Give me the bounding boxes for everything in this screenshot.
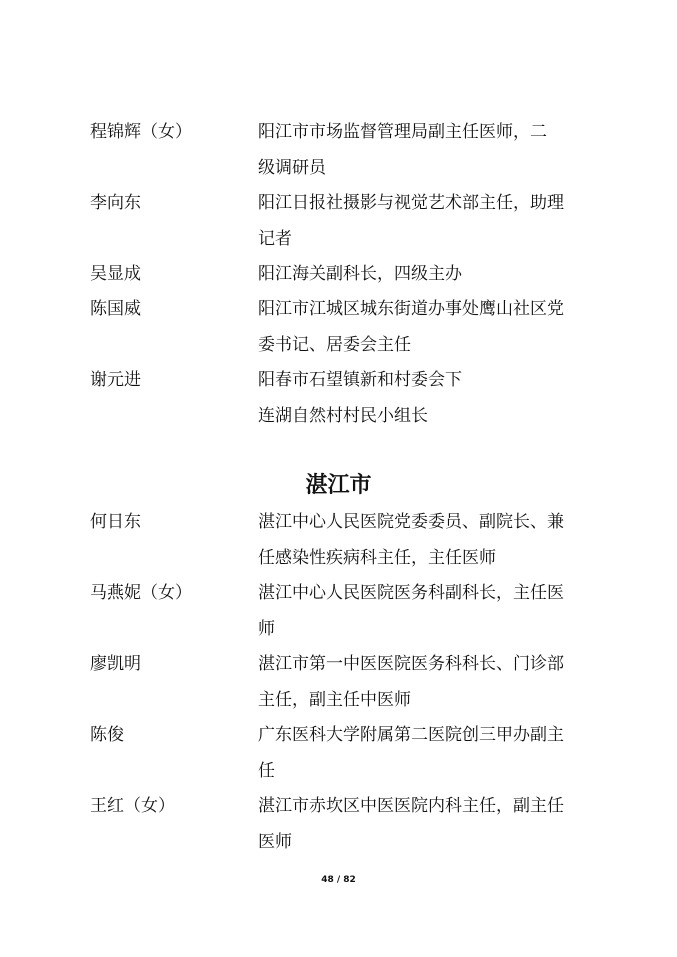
person-name: 陈俊 (90, 725, 124, 745)
role-line: 医师 (258, 832, 292, 852)
role-line: 记者 (258, 229, 292, 249)
person-name: 陈国威 (90, 299, 141, 319)
person-name: 李向东 (90, 193, 141, 213)
role-line: 阳江海关副科长，四级主办 (258, 264, 462, 284)
role-line: 级调研员 (258, 158, 326, 178)
person-role (258, 788, 598, 860)
role-line: 阳江市江城区城东街道办事处鹰山社区党 (258, 299, 564, 319)
role-line: 湛江市赤坎区中医医院内科主任，副主任 (258, 796, 564, 816)
person-role (258, 256, 598, 292)
person-role (258, 114, 598, 186)
role-line: 委书记、居委会主任 (258, 335, 411, 355)
person-name: 程锦辉（女） (90, 122, 192, 142)
person-role (258, 362, 598, 434)
person-name: 吴显成 (90, 264, 141, 284)
role-line: 阳春市石望镇新和村委会下 (258, 370, 462, 390)
section-heading: 湛江市 (305, 473, 372, 498)
person-role (258, 717, 598, 789)
person-role (258, 575, 598, 647)
person-role (258, 646, 598, 718)
role-line: 阳江日报社摄影与视觉艺术部主任，助理 (258, 193, 564, 213)
person-name: 何日东 (90, 512, 141, 532)
role-line: 阳江市市场监督管理局副主任医师，二 (258, 122, 547, 142)
person-role (258, 504, 598, 576)
role-line: 湛江市第一中医医院医务科科长、门诊部 (258, 654, 564, 674)
role-line: 任感染性疾病科主任，主任医师 (258, 548, 496, 568)
role-line: 湛江中心人民医院医务科副科长，主任医 (258, 583, 564, 603)
role-line: 连湖自然村村民小组长 (258, 406, 428, 426)
person-name: 廖凯明 (90, 654, 141, 674)
page-number: 48 / 82 (321, 875, 356, 885)
person-name: 王红（女） (90, 796, 175, 816)
role-line: 主任，副主任中医师 (258, 690, 411, 710)
role-line: 湛江中心人民医院党委委员、副院长、兼 (258, 512, 564, 532)
role-line: 师 (258, 619, 275, 639)
person-name: 谢元进 (90, 370, 141, 390)
person-role (258, 185, 598, 257)
person-name: 马燕妮（女） (90, 583, 192, 603)
person-role (258, 291, 598, 363)
role-line: 任 (258, 761, 275, 781)
role-line: 广东医科大学附属第二医院创三甲办副主 (258, 725, 564, 745)
